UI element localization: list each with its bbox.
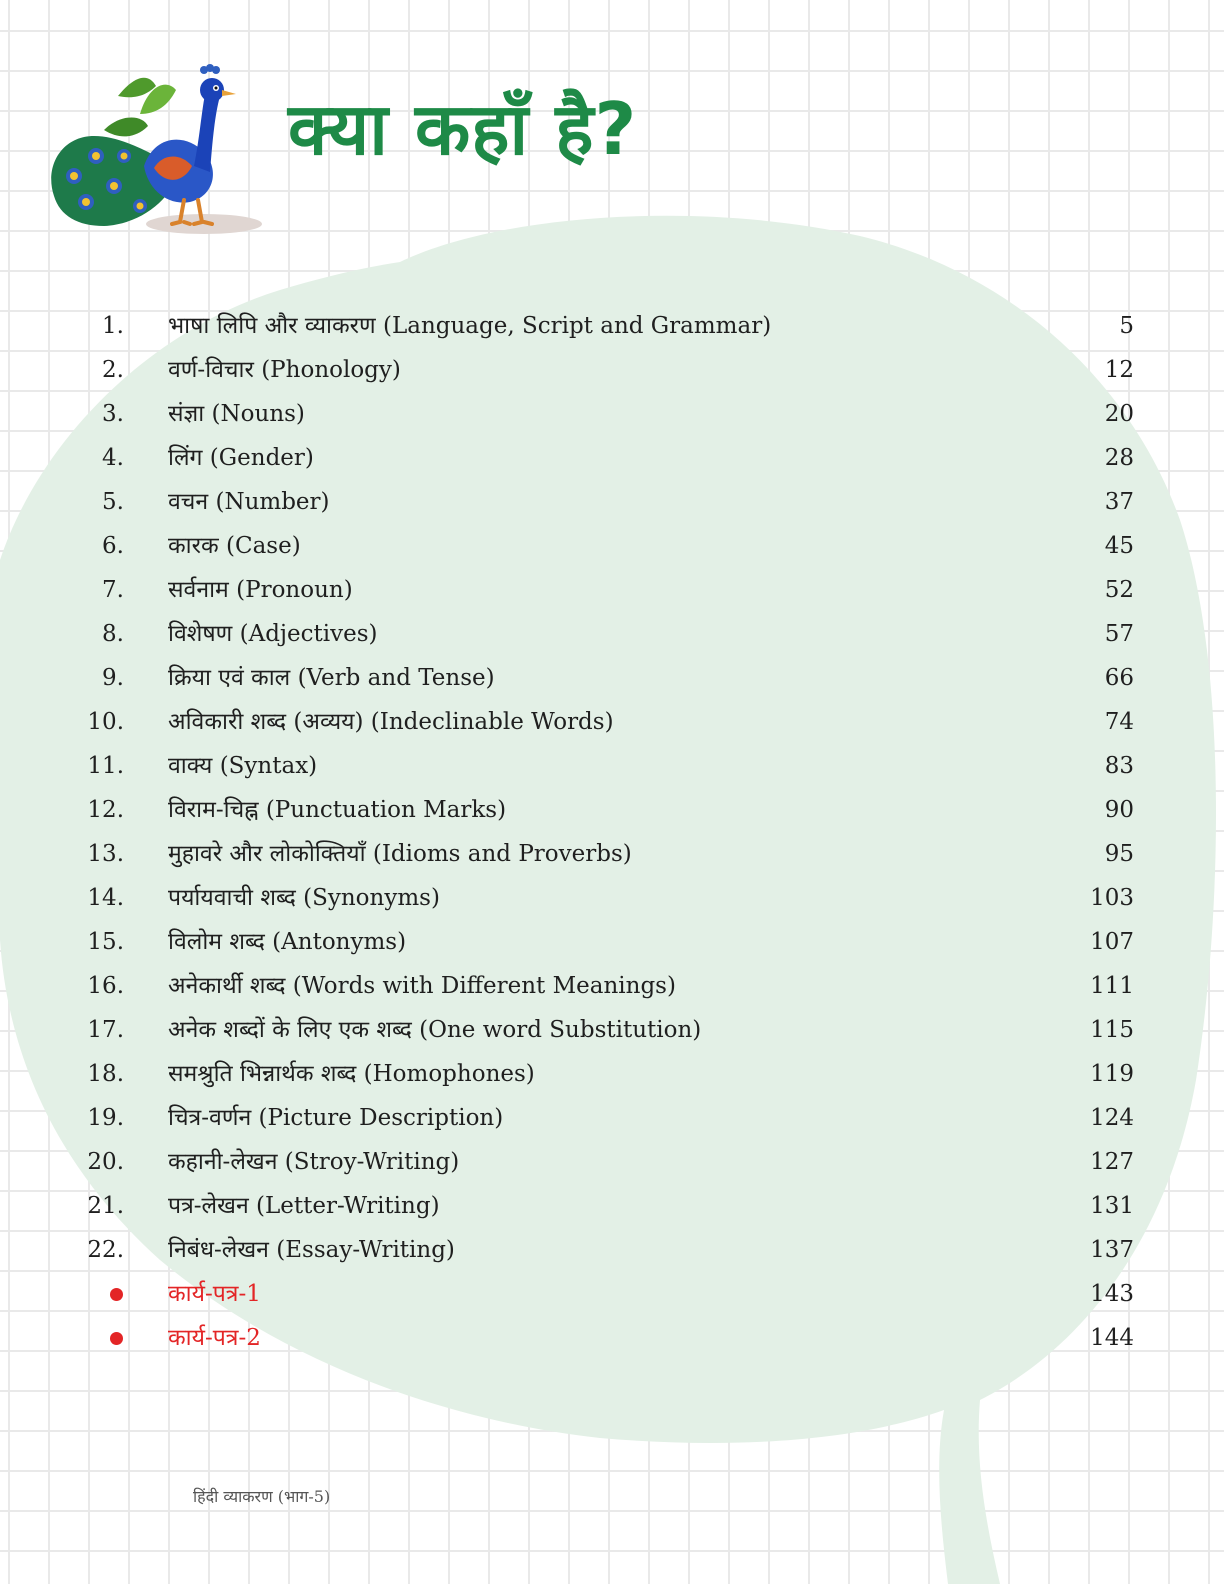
toc-page-number: 20 (1104, 401, 1134, 427)
toc-worksheet-row[interactable] (80, 1316, 1134, 1360)
toc-page-number: 107 (1090, 929, 1134, 955)
toc-row[interactable] (80, 1184, 1134, 1228)
toc-number: 5. (102, 489, 124, 515)
toc-row[interactable] (80, 436, 1134, 480)
toc-chapter-title: वाक्य (Syntax) (168, 753, 318, 779)
toc-number: 21. (87, 1193, 124, 1219)
toc-chapter-title: अनेकार्थी शब्द (Words with Different Meanings) (168, 973, 676, 999)
bullet-icon (110, 1332, 123, 1345)
toc-chapter-title: चित्र-वर्णन (Picture Description) (168, 1105, 504, 1131)
toc-chapter-title: अनेक शब्दों के लिए एक शब्द (One word Substitution) (168, 1017, 702, 1043)
toc-row[interactable] (80, 304, 1134, 348)
toc-number: 16. (87, 973, 124, 999)
toc-page-number: 144 (1090, 1325, 1134, 1351)
toc-number: 10. (87, 709, 124, 735)
toc-row[interactable] (80, 392, 1134, 436)
toc-page-number: 131 (1090, 1193, 1134, 1219)
toc-chapter-title: निबंध-लेखन (Essay-Writing) (168, 1237, 455, 1263)
toc-row[interactable] (80, 832, 1134, 876)
toc-page-number: 45 (1104, 533, 1134, 559)
toc-number: 20. (87, 1149, 124, 1175)
toc-chapter-title: विलोम शब्द (Antonyms) (168, 929, 407, 955)
toc-row[interactable] (80, 1140, 1134, 1184)
toc-number: 2. (102, 357, 124, 383)
toc-chapter-title: भाषा लिपि और व्याकरण (Language, Script and Grammar) (168, 313, 772, 339)
bullet-icon (110, 1288, 123, 1301)
toc-chapter-title: वचन (Number) (168, 489, 330, 515)
toc-page-number: 57 (1104, 621, 1134, 647)
toc-chapter-title: मुहावरे और लोकोक्तियाँ (Idioms and Proverbs) (168, 841, 632, 867)
toc-page-number: 124 (1090, 1105, 1134, 1131)
toc-row[interactable] (80, 700, 1134, 744)
toc-row[interactable] (80, 1096, 1134, 1140)
toc-row[interactable] (80, 524, 1134, 568)
toc-page-number: 37 (1104, 489, 1134, 515)
toc-chapter-title: पर्यायवाची शब्द (Synonyms) (168, 885, 440, 911)
toc-page-number: 90 (1104, 797, 1134, 823)
toc-number: 11. (87, 753, 124, 779)
toc-page-number: 83 (1104, 753, 1134, 779)
toc-page-number: 52 (1104, 577, 1134, 603)
toc-number: 4. (102, 445, 124, 471)
toc-row[interactable] (80, 1052, 1134, 1096)
toc-page-number: 103 (1090, 885, 1134, 911)
toc-page-number: 137 (1090, 1237, 1134, 1263)
toc-chapter-title: अविकारी शब्द (अव्यय) (Indeclinable Words) (168, 709, 614, 735)
toc-worksheet-title: कार्य-पत्र-1 (168, 1281, 261, 1307)
toc-worksheet-title: कार्य-पत्र-2 (168, 1325, 261, 1351)
table-of-contents (80, 304, 1134, 1360)
toc-number: 9. (102, 665, 124, 691)
toc-row[interactable] (80, 348, 1134, 392)
toc-page-number: 127 (1090, 1149, 1134, 1175)
page-title: क्या कहाँ है? (288, 87, 638, 171)
toc-row[interactable] (80, 788, 1134, 832)
toc-page-number: 74 (1104, 709, 1134, 735)
toc-row[interactable] (80, 656, 1134, 700)
toc-page-number: 66 (1104, 665, 1134, 691)
toc-row[interactable] (80, 920, 1134, 964)
toc-number: 8. (102, 621, 124, 647)
toc-page-number: 143 (1090, 1281, 1134, 1307)
toc-page-number: 12 (1104, 357, 1134, 383)
toc-row[interactable] (80, 744, 1134, 788)
toc-row[interactable] (80, 876, 1134, 920)
toc-chapter-title: पत्र-लेखन (Letter-Writing) (168, 1193, 440, 1219)
toc-chapter-title: विशेषण (Adjectives) (168, 621, 378, 647)
toc-row[interactable] (80, 964, 1134, 1008)
toc-page-number: 111 (1090, 973, 1134, 999)
toc-number: 17. (87, 1017, 124, 1043)
toc-number: 3. (102, 401, 124, 427)
toc-number: 12. (87, 797, 124, 823)
toc-row[interactable] (80, 612, 1134, 656)
toc-number: 15. (87, 929, 124, 955)
toc-page-number: 5 (1119, 313, 1134, 339)
toc-number: 18. (87, 1061, 124, 1087)
toc-chapter-title: समश्रुति भिन्नार्थक शब्द (Homophones) (168, 1061, 535, 1087)
toc-page-number: 28 (1104, 445, 1134, 471)
toc-number: 1. (102, 313, 124, 339)
toc-chapter-title: क्रिया एवं काल (Verb and Tense) (168, 665, 495, 691)
toc-number: 14. (87, 885, 124, 911)
toc-number: 22. (87, 1237, 124, 1263)
toc-chapter-title: विराम-चिह्न (Punctuation Marks) (168, 797, 507, 823)
toc-row[interactable] (80, 480, 1134, 524)
toc-page-number: 95 (1104, 841, 1134, 867)
toc-number: 6. (102, 533, 124, 559)
toc-chapter-title: कहानी-लेखन (Stroy-Writing) (168, 1149, 460, 1175)
toc-chapter-title: कारक (Case) (168, 533, 301, 559)
peacock-icon (44, 56, 270, 242)
toc-row[interactable] (80, 1228, 1134, 1272)
footer-book-title: हिंदी व्याकरण (भाग-5) (193, 1487, 331, 1506)
toc-number: 13. (87, 841, 124, 867)
toc-page-number: 119 (1090, 1061, 1134, 1087)
toc-number: 19. (87, 1105, 124, 1131)
toc-row[interactable] (80, 1008, 1134, 1052)
toc-row[interactable] (80, 568, 1134, 612)
toc-chapter-title: लिंग (Gender) (168, 445, 314, 471)
toc-number: 7. (102, 577, 124, 603)
toc-worksheet-row[interactable] (80, 1272, 1134, 1316)
toc-chapter-title: संज्ञा (Nouns) (168, 401, 305, 427)
toc-chapter-title: वर्ण-विचार (Phonology) (168, 357, 401, 383)
toc-page-number: 115 (1090, 1017, 1134, 1043)
toc-chapter-title: सर्वनाम (Pronoun) (168, 577, 353, 603)
